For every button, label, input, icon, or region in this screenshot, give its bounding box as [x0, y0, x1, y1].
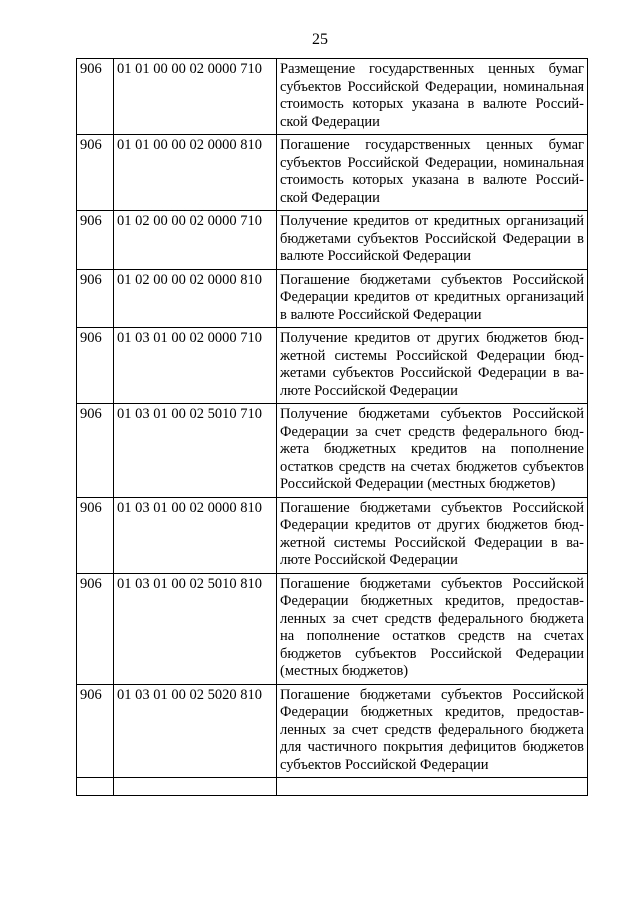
- description-line: ленных за счет средств федерального бюджета: [280, 721, 584, 738]
- classification-code-cell: 01 01 00 00 02 0000 810: [114, 135, 277, 211]
- description-line: стоимость которых указана в валюте Россий-: [280, 172, 584, 188]
- description-line: ленных за счет средств федерального бюджета: [280, 610, 584, 627]
- description-cell: [277, 497, 588, 573]
- description-line: Погашение бюджетами субъектов Российской: [280, 271, 584, 288]
- table-row: [77, 404, 588, 498]
- description-cell: [277, 211, 588, 270]
- admin-code-cell: 906: [77, 684, 114, 778]
- description-line: Погашение бюджетами субъектов Российской: [280, 499, 584, 516]
- description-line: Погашение государственных ценных бумаг: [280, 137, 584, 153]
- empty-cell: [77, 778, 114, 796]
- classification-code-cell: 01 02 00 00 02 0000 710: [114, 211, 277, 270]
- table-row: [77, 211, 588, 270]
- table-row: [77, 328, 588, 404]
- empty-cell: [114, 778, 277, 796]
- empty-table-row: [77, 778, 588, 796]
- description-line: Федерации кредитов от других бюджетов бюд-: [280, 517, 584, 533]
- table-row: [77, 269, 588, 328]
- classification-code-cell: 01 03 01 00 02 0000 710: [114, 328, 277, 404]
- description-line: валюте Российской Федерации: [280, 248, 472, 264]
- budget-classification-table: [76, 58, 588, 796]
- admin-code-cell: 906: [77, 328, 114, 404]
- description-line: бюджетами субъектов Российской Федерации в: [280, 230, 584, 247]
- description-cell: [277, 328, 588, 404]
- description-cell: [277, 684, 588, 778]
- description-line: субъектов Российской Федерации, номинальная: [280, 78, 584, 95]
- description-line: в валюте Российской Федерации: [280, 306, 482, 323]
- admin-code-cell: 906: [77, 135, 114, 211]
- description-line: ской Федерации: [280, 113, 380, 130]
- classification-code-cell: 01 01 00 00 02 0000 710: [114, 59, 277, 135]
- description-line: Получение кредитов от кредитных организаций: [280, 213, 584, 229]
- description-line: Получение бюджетами субъектов Российской: [280, 406, 584, 422]
- description-line: Размещение государственных ценных бумаг: [280, 61, 584, 77]
- description-line: на пополнение остатков средств на счетах: [280, 628, 584, 644]
- description-line: стоимость которых указана в валюте Россий-: [280, 96, 584, 112]
- table-row: [77, 135, 588, 211]
- description-line: субъектов Российской Федерации: [280, 756, 489, 773]
- description-line: Федерации кредитов от кредитных организаций: [280, 289, 584, 305]
- description-line: Федерации бюджетных кредитов, предостав-: [280, 593, 584, 609]
- description-cell: [277, 573, 588, 684]
- admin-code-cell: 906: [77, 59, 114, 135]
- description-line: Погашение бюджетами субъектов Российской: [280, 575, 584, 592]
- description-line: бюджетов субъектов Российской Федерации: [280, 645, 584, 662]
- table-row: [77, 497, 588, 573]
- description-line: жета бюджетных кредитов на пополнение: [280, 441, 584, 457]
- table-row: [77, 573, 588, 684]
- description-line: остатков средств на счетах бюджетов субъектов: [280, 458, 584, 475]
- classification-code-cell: 01 02 00 00 02 0000 810: [114, 269, 277, 328]
- admin-code-cell: 906: [77, 497, 114, 573]
- classification-code-cell: 01 03 01 00 02 5010 710: [114, 404, 277, 498]
- description-cell: [277, 135, 588, 211]
- description-line: для частичного покрытия дефицитов бюджетов: [280, 739, 584, 755]
- description-cell: [277, 404, 588, 498]
- description-cell: [277, 59, 588, 135]
- admin-code-cell: 906: [77, 404, 114, 498]
- admin-code-cell: 906: [77, 211, 114, 270]
- classification-code-cell: 01 03 01 00 02 5010 810: [114, 573, 277, 684]
- description-line: люте Российской Федерации: [280, 382, 458, 399]
- table-body: [77, 59, 588, 796]
- description-line: (местных бюджетов): [280, 663, 409, 679]
- classification-code-cell: 01 03 01 00 02 0000 810: [114, 497, 277, 573]
- description-line: жетной системы Российской Федерации бюд-: [280, 347, 584, 364]
- description-line: субъектов Российской Федерации, номинальная: [280, 154, 584, 171]
- table-row: [77, 59, 588, 135]
- table-row: [77, 684, 588, 778]
- admin-code-cell: 906: [77, 573, 114, 684]
- description-line: Российской Федерации (местных бюджетов): [280, 476, 556, 492]
- description-line: жетной системы Российской Федерации в ва-: [280, 534, 584, 551]
- description-line: люте Российской Федерации: [280, 552, 458, 568]
- description-line: Федерации за счет средств федерального бюд-: [280, 423, 584, 440]
- empty-cell: [277, 778, 588, 796]
- admin-code-cell: 906: [77, 269, 114, 328]
- description-cell: [277, 269, 588, 328]
- description-line: Погашение бюджетами субъектов Российской: [280, 686, 584, 703]
- description-line: Федерации бюджетных кредитов, предостав-: [280, 704, 584, 720]
- description-line: жетами субъектов Российской Федерации в ва-: [280, 365, 584, 381]
- description-line: ской Федерации: [280, 189, 380, 206]
- classification-code-cell: 01 03 01 00 02 5020 810: [114, 684, 277, 778]
- description-line: Получение кредитов от других бюджетов бюд-: [280, 330, 584, 346]
- page-number: 25: [312, 31, 328, 48]
